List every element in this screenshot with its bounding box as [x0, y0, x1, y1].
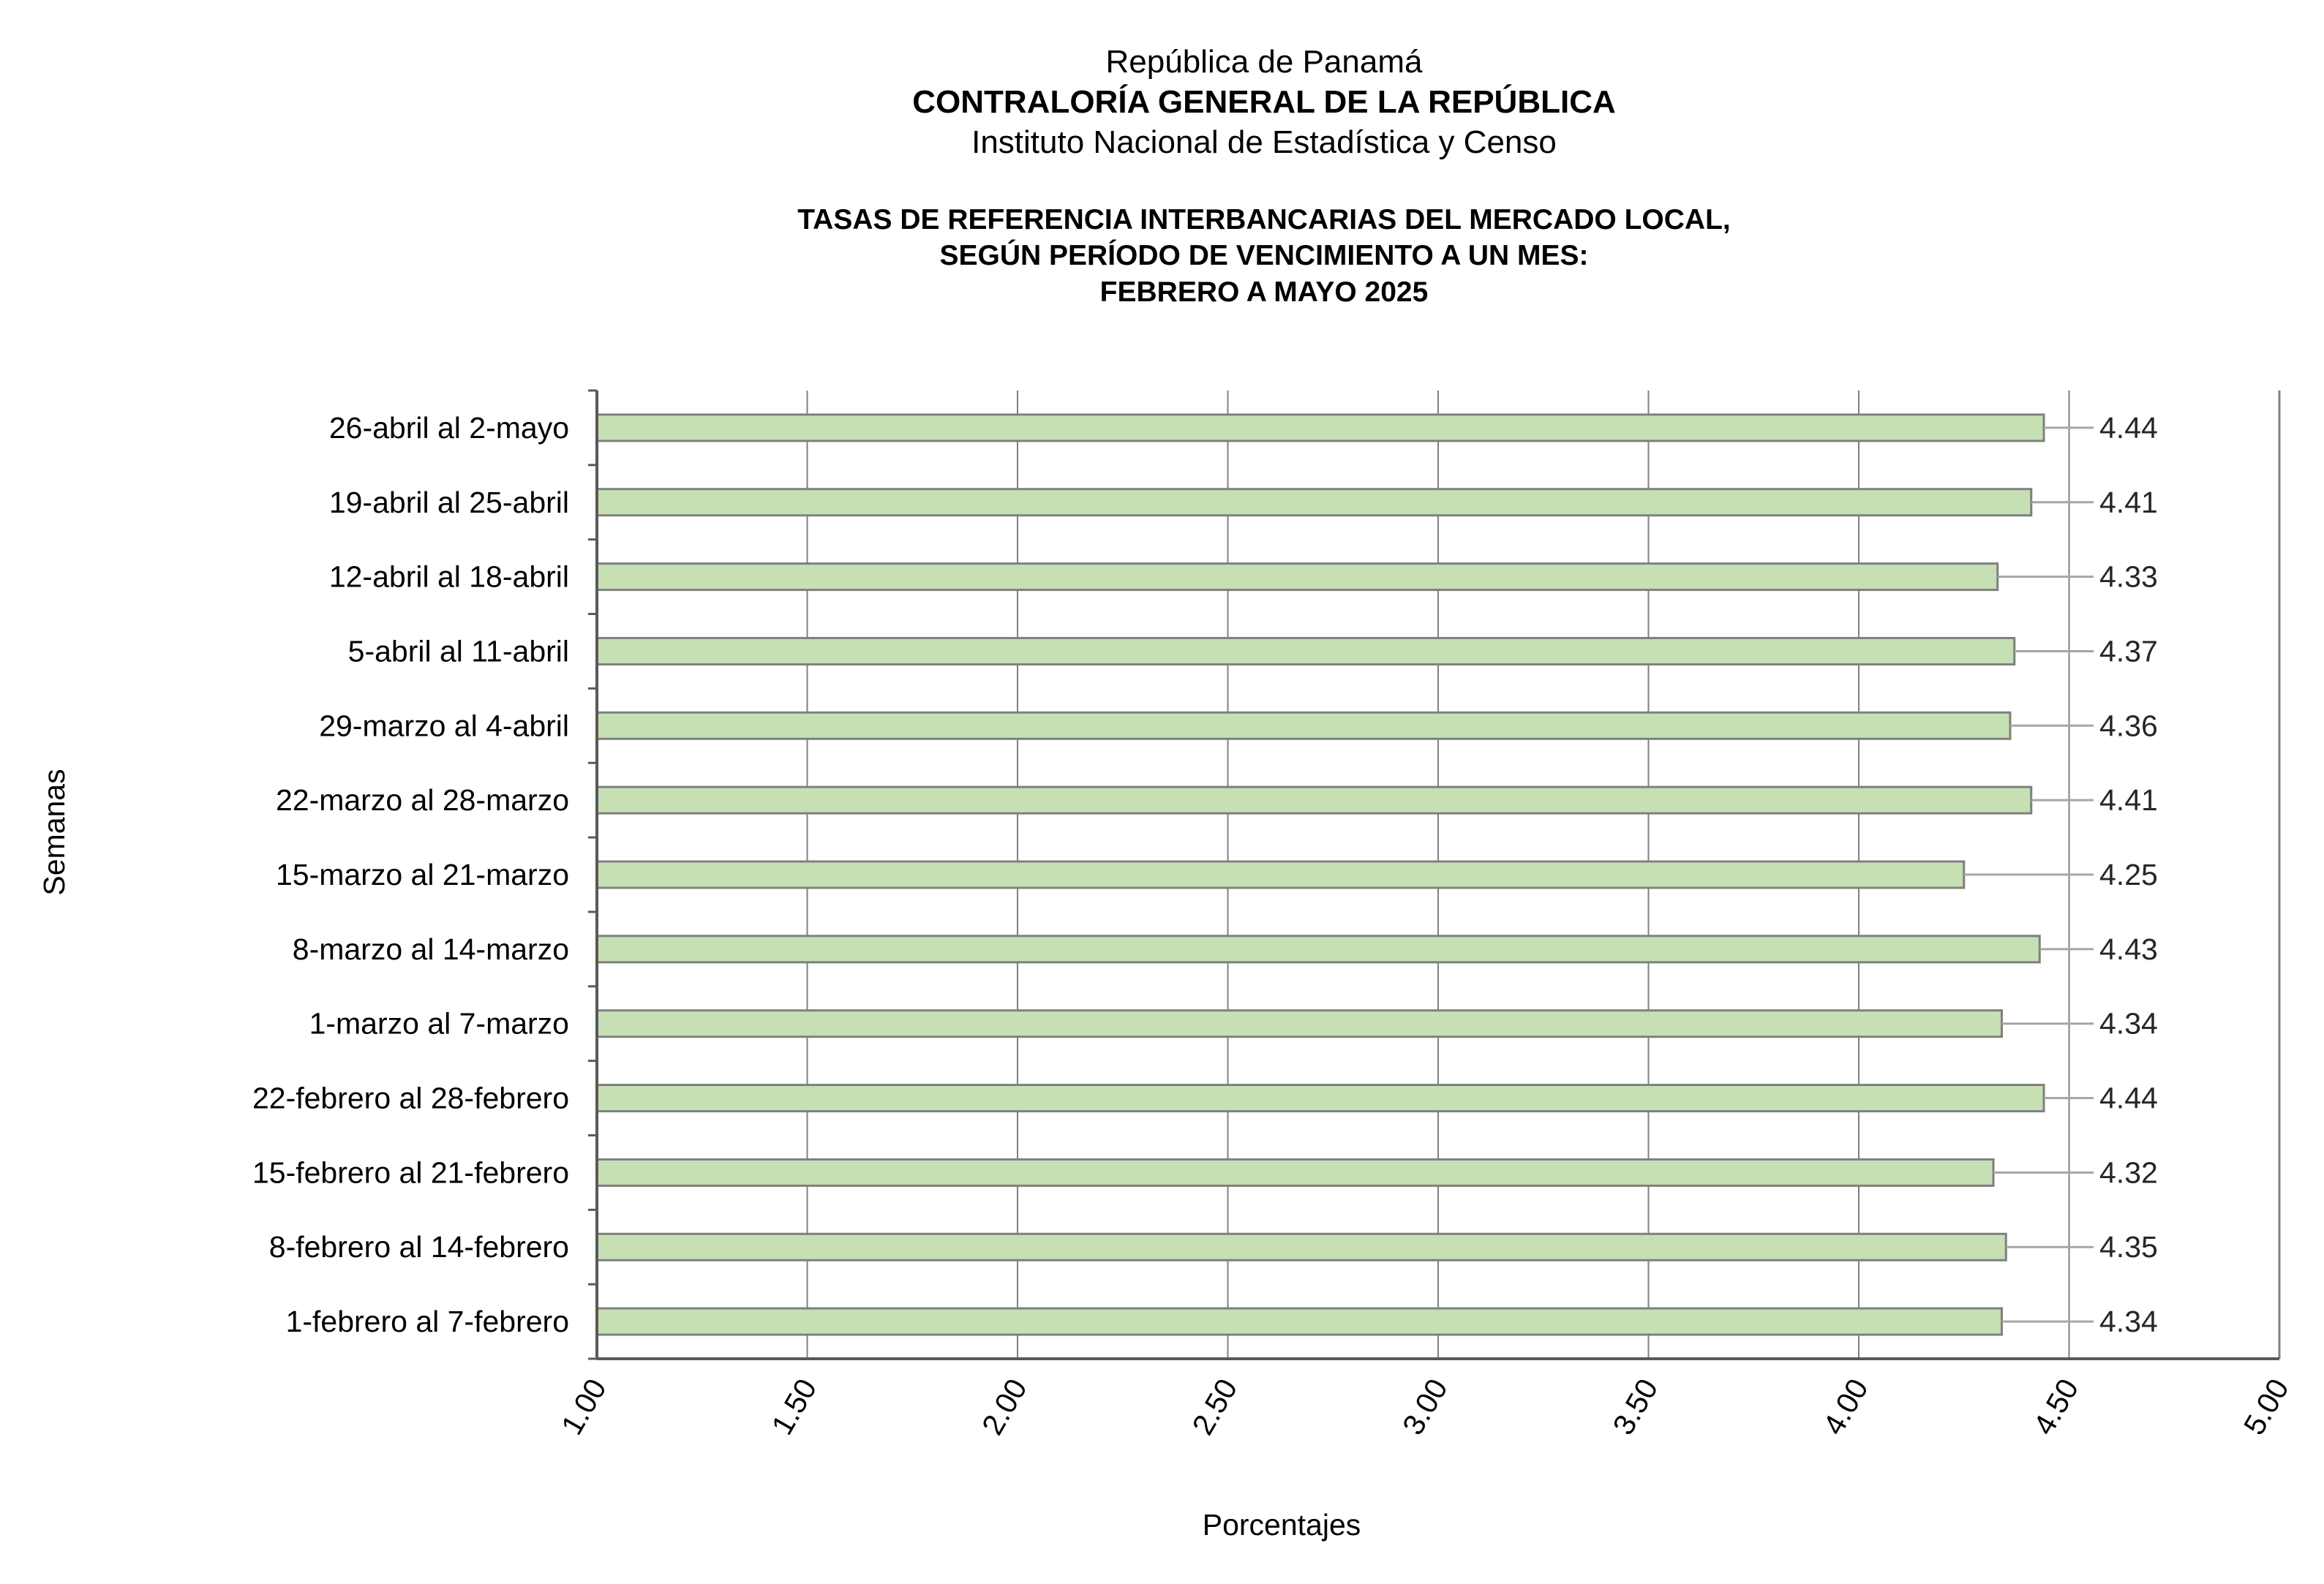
- category-label: 26-abril al 2-mayo: [328, 410, 569, 445]
- x-tick-label: 4.50: [2026, 1373, 2086, 1441]
- bar: [597, 1085, 2044, 1112]
- bar: [597, 1234, 2006, 1260]
- data-label: 4.41: [2099, 783, 2158, 818]
- chart-title-line-3: FEBRERO A MAYO 2025: [1099, 276, 1429, 308]
- bar: [597, 489, 2031, 516]
- bar: [597, 861, 1964, 888]
- bar: [597, 415, 2044, 441]
- data-labels: [1964, 411, 2158, 1338]
- category-label: 8-febrero al 14-febrero: [268, 1230, 569, 1264]
- data-label: 4.34: [2099, 1006, 2158, 1041]
- data-label: 4.36: [2099, 709, 2158, 743]
- x-tick-label: 4.00: [1816, 1373, 1875, 1441]
- category-labels: [252, 411, 569, 1338]
- data-label: 4.44: [2099, 1081, 2158, 1115]
- bar: [597, 564, 1998, 590]
- x-tick-label: 2.50: [1185, 1373, 1244, 1441]
- category-label: 1-febrero al 7-febrero: [285, 1305, 569, 1339]
- data-label: 4.33: [2099, 559, 2158, 594]
- data-label: 4.32: [2099, 1155, 2158, 1190]
- x-tick-label: 3.50: [1606, 1373, 1665, 1441]
- category-label: 29-marzo al 4-abril: [319, 709, 569, 743]
- x-tick-labels: [554, 1373, 2295, 1441]
- header-institution: CONTRALORÍA GENERAL DE LA REPÚBLICA: [912, 84, 1616, 120]
- x-axis-title: Porcentajes: [1202, 1508, 1361, 1542]
- category-label: 22-febrero al 28-febrero: [252, 1081, 569, 1115]
- data-label: 4.44: [2099, 410, 2158, 445]
- category-label: 15-marzo al 21-marzo: [275, 858, 569, 891]
- bar: [597, 712, 2010, 739]
- data-label: 4.34: [2099, 1305, 2158, 1339]
- data-label: 4.35: [2099, 1230, 2158, 1264]
- category-label: 1-marzo al 7-marzo: [309, 1006, 569, 1041]
- bars: [597, 415, 2044, 1335]
- category-label: 8-marzo al 14-marzo: [292, 932, 569, 966]
- data-label: 4.43: [2099, 932, 2158, 966]
- x-tick-label: 2.00: [975, 1373, 1034, 1441]
- x-tick-label: 3.00: [1396, 1373, 1454, 1441]
- category-label: 15-febrero al 21-febrero: [252, 1155, 569, 1190]
- bar: [597, 1159, 1993, 1185]
- chart-title-line-1: TASAS DE REFERENCIA INTERBANCARIAS DEL MERCADO LOCAL,: [797, 204, 1731, 235]
- y-axis-title: Semanas: [37, 769, 71, 896]
- bar: [597, 936, 2039, 962]
- bar: [597, 1308, 2002, 1335]
- bar: [597, 787, 2031, 813]
- x-tick-label: 1.00: [554, 1373, 613, 1441]
- category-label: 19-abril al 25-abril: [328, 485, 569, 519]
- x-tick-label: 1.50: [764, 1373, 824, 1441]
- data-label: 4.37: [2099, 634, 2158, 668]
- category-label: 12-abril al 18-abril: [328, 559, 569, 594]
- x-tick-label: 5.00: [2237, 1373, 2295, 1441]
- data-label: 4.41: [2099, 485, 2158, 519]
- header-institute: Instituto Nacional de Estadística y Censo: [971, 124, 1557, 160]
- bar: [597, 638, 2015, 664]
- bar: [597, 1011, 2002, 1037]
- category-label: 22-marzo al 28-marzo: [275, 783, 569, 818]
- data-label: 4.25: [2099, 858, 2158, 891]
- chart-title-line-2: SEGÚN PERÍODO DE VENCIMIENTO A UN MES:: [939, 240, 1589, 271]
- category-label: 5-abril al 11-abril: [347, 634, 569, 668]
- header-country: República de Panamá: [1105, 44, 1423, 80]
